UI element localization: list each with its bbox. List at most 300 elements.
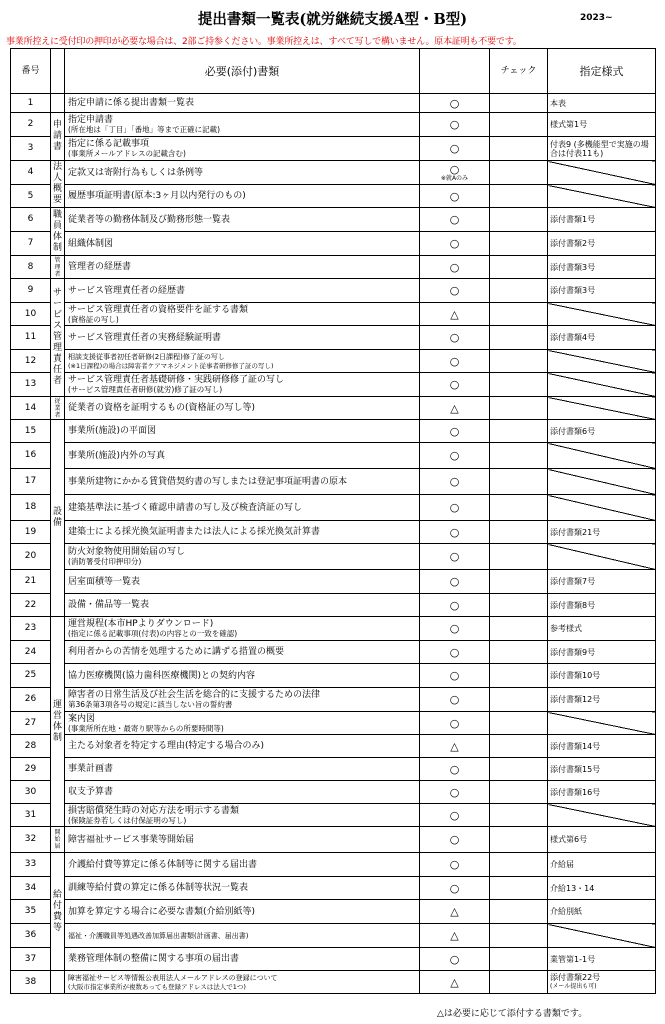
document-title: 福祉・介護職員等処遇改善加算届出書類(計画書、届出書) <box>68 931 249 940</box>
check-cell[interactable] <box>490 94 548 113</box>
document-name <box>65 804 420 827</box>
document-title: 防火対象物使用開始届の写し <box>68 547 186 557</box>
format-cell <box>548 758 656 781</box>
row-number: 6 <box>11 208 51 232</box>
check-cell[interactable] <box>490 758 548 781</box>
header-required-documents: 必要(添付)書類 <box>65 49 420 94</box>
check-cell[interactable] <box>490 877 548 900</box>
requirement-mark <box>420 373 490 397</box>
document-title: 指定に係る記載事項 <box>68 139 150 149</box>
check-cell[interactable] <box>490 303 548 326</box>
check-cell[interactable] <box>490 594 548 617</box>
row-number: 4 <box>11 161 51 185</box>
format-cell <box>548 924 656 948</box>
table-row <box>11 971 656 994</box>
check-cell[interactable] <box>490 712 548 735</box>
requirement-mark <box>420 161 490 185</box>
check-cell[interactable] <box>490 373 548 397</box>
footer-note: △は必要に応じて添付する書類です。 <box>437 1009 588 1019</box>
check-cell[interactable] <box>490 469 548 495</box>
row-number: 33 <box>11 853 51 877</box>
requirement-mark <box>420 827 490 853</box>
document-title: サービス管理責任者の実務経験証明書 <box>68 332 222 343</box>
document-title: 組織体制図 <box>68 238 114 249</box>
document-name <box>65 570 420 594</box>
check-cell[interactable] <box>490 617 548 641</box>
table-row <box>11 350 656 373</box>
format-cell <box>548 303 656 326</box>
format-label: 介給届 <box>550 860 574 869</box>
format-cell <box>548 877 656 900</box>
check-cell[interactable] <box>490 521 548 544</box>
document-name <box>65 113 420 137</box>
check-cell[interactable] <box>490 804 548 827</box>
format-label: 様式第1号 <box>550 120 588 129</box>
document-name <box>65 443 420 469</box>
row-number: 1 <box>11 94 51 113</box>
requirement-mark <box>420 617 490 641</box>
mark-symbol: ○ <box>449 331 460 344</box>
check-cell[interactable] <box>490 900 548 924</box>
document-name <box>65 877 420 900</box>
row-number: 25 <box>11 664 51 688</box>
group-label: 法人概要 <box>51 161 65 208</box>
document-name <box>65 521 420 544</box>
document-name <box>65 853 420 877</box>
check-cell[interactable] <box>490 641 548 664</box>
check-cell[interactable] <box>490 948 548 971</box>
check-cell[interactable] <box>490 185 548 208</box>
requirement-mark <box>420 185 490 208</box>
mark-symbol: ○ <box>449 162 460 176</box>
table-row <box>11 712 656 735</box>
mark-symbol: ○ <box>449 449 460 462</box>
row-number: 20 <box>11 544 51 570</box>
requirement-mark <box>420 420 490 443</box>
table-row <box>11 688 656 712</box>
header-group <box>51 49 65 94</box>
document-name <box>65 137 420 161</box>
group-label: 職員体制 <box>51 208 65 256</box>
table-row <box>11 469 656 495</box>
format-cell <box>548 137 656 161</box>
mark-symbol: ○ <box>449 952 460 966</box>
table-row <box>11 256 656 279</box>
table-row <box>11 924 656 948</box>
row-number: 17 <box>11 469 51 495</box>
mark-symbol: ○ <box>449 424 460 438</box>
format-cell <box>548 113 656 137</box>
row-number: 12 <box>11 350 51 373</box>
requirement-mark <box>420 397 490 420</box>
format-cell <box>548 397 656 420</box>
row-number: 30 <box>11 781 51 804</box>
table-row <box>11 420 656 443</box>
document-name <box>65 208 420 232</box>
row-number: 10 <box>11 303 51 326</box>
requirement-mark <box>420 853 490 877</box>
table-row <box>11 397 656 420</box>
mark-symbol: ○ <box>449 550 460 563</box>
table-row <box>11 161 656 185</box>
format-cell <box>548 971 656 994</box>
table-row <box>11 495 656 521</box>
mark-symbol: ○ <box>449 501 460 514</box>
row-number: 2 <box>11 113 51 137</box>
format-label: 添付書類14号 <box>550 741 601 751</box>
row-number: 32 <box>11 827 51 853</box>
format-cell <box>548 495 656 521</box>
row-number: 14 <box>11 397 51 420</box>
header-format: 指定様式 <box>548 49 656 94</box>
group-cell <box>51 94 65 113</box>
document-name <box>65 303 420 326</box>
row-number: 7 <box>11 232 51 256</box>
check-cell[interactable] <box>490 781 548 804</box>
document-title: 損害賠償発生時の対応方法を明示する書類 <box>68 805 240 816</box>
check-cell[interactable] <box>490 853 548 877</box>
requirement-mark <box>420 570 490 594</box>
format-label: 介給別紙 <box>550 907 582 916</box>
format-cell <box>548 521 656 544</box>
check-cell[interactable] <box>490 544 548 570</box>
mark-symbol: ○ <box>449 622 460 635</box>
table-row <box>11 735 656 758</box>
document-title: 収支予算書 <box>68 787 114 797</box>
mark-symbol: ○ <box>449 762 460 776</box>
check-cell[interactable] <box>490 208 548 232</box>
document-name <box>65 900 420 924</box>
format-label: 添付書類3号 <box>550 286 596 295</box>
mark-symbol: ○ <box>449 378 460 391</box>
document-name <box>65 827 420 853</box>
mark-symbol: ○ <box>449 693 460 706</box>
document-title: 事業所(施設)の平面図 <box>68 426 157 436</box>
document-title: 設備・備品等一覧表 <box>68 600 150 610</box>
document-subtitle: (大阪市指定事業所が複数あっても登録アドレスは法人で1つ) <box>68 982 246 991</box>
row-number: 21 <box>11 570 51 594</box>
format-cell <box>548 735 656 758</box>
format-cell <box>548 804 656 827</box>
document-subtitle: (※1日課程)の場合は障害者ケアマネジメント従事者研修修了証の写し) <box>68 361 274 370</box>
check-cell[interactable] <box>490 256 548 279</box>
format-cell <box>548 373 656 397</box>
table-row <box>11 443 656 469</box>
format-note: (メール提出も可) <box>550 983 597 990</box>
document-name <box>65 495 420 521</box>
documents-table <box>10 48 656 994</box>
document-title: 相談支援従事者初任者研修(2日課程)修了証の写し <box>68 352 225 361</box>
document-name <box>65 373 420 397</box>
format-cell <box>548 185 656 208</box>
document-title: 管理者の経歴書 <box>68 262 132 272</box>
table-row <box>11 570 656 594</box>
format-label: 添付書類15号 <box>550 764 601 774</box>
table-row <box>11 900 656 924</box>
format-label: 付表9 (多機能型で実施の場合は付表11も) <box>550 139 649 158</box>
mark-symbol: △ <box>450 905 459 918</box>
check-cell[interactable] <box>490 232 548 256</box>
document-title: 居室面積等一覧表 <box>68 576 141 587</box>
document-subtitle: (指定に係る記載事項(付表)の内容との一致を確認) <box>68 629 238 638</box>
table-row <box>11 617 656 641</box>
table-row <box>11 781 656 804</box>
requirement-mark <box>420 208 490 232</box>
table-row <box>11 853 656 877</box>
document-name <box>65 948 420 971</box>
table-row <box>11 664 656 688</box>
document-title: 事業所建物にかかる賃貸借契約書の写しまたは登記事項証明書の原本 <box>68 476 348 487</box>
group-label: サービス管理責任者 <box>51 279 65 397</box>
mark-symbol: ○ <box>449 96 460 110</box>
check-cell[interactable] <box>490 113 548 137</box>
row-number: 37 <box>11 948 51 971</box>
document-name <box>65 664 420 688</box>
check-cell[interactable] <box>490 326 548 350</box>
check-cell[interactable] <box>490 350 548 373</box>
document-title: 案内図 <box>68 713 96 724</box>
mark-note: ※就Aのみ <box>440 174 469 182</box>
check-cell[interactable] <box>490 397 548 420</box>
requirement-mark <box>420 113 490 137</box>
row-number: 38 <box>11 971 51 994</box>
mark-symbol: ○ <box>449 716 460 730</box>
document-name <box>65 94 420 113</box>
check-cell[interactable] <box>490 735 548 758</box>
mark-symbol: ○ <box>449 575 460 588</box>
format-label: 介給13・14 <box>550 883 595 893</box>
row-number: 23 <box>11 617 51 641</box>
format-cell <box>548 161 656 185</box>
table-row <box>11 185 656 208</box>
document-title: 主たる対象者を特定する理由(特定する場合のみ) <box>68 741 265 751</box>
format-cell <box>548 948 656 971</box>
document-name <box>65 350 420 373</box>
document-subtitle: (事業所所在地・最寄り駅等からの所要時間等) <box>68 723 224 733</box>
document-title: 従業者の資格を証明するもの(資格証の写し等) <box>68 403 256 413</box>
mark-symbol: ○ <box>449 858 460 871</box>
row-number: 19 <box>11 521 51 544</box>
check-cell[interactable] <box>490 161 548 185</box>
requirement-mark <box>420 521 490 544</box>
group-label: 運営体制 <box>51 617 65 827</box>
row-number: 16 <box>11 443 51 469</box>
requirement-mark <box>420 735 490 758</box>
row-number: 22 <box>11 594 51 617</box>
mark-symbol: ○ <box>449 785 460 799</box>
document-name <box>65 924 420 948</box>
mark-symbol: ○ <box>449 142 460 155</box>
check-cell[interactable] <box>490 827 548 853</box>
row-number: 34 <box>11 877 51 900</box>
document-title: サービス管理責任者の資格要件を証する書類 <box>68 304 249 315</box>
format-cell <box>548 617 656 641</box>
document-title: 事業所(施設)内外の写真 <box>68 450 166 461</box>
group-label: 管理者 <box>51 256 65 279</box>
mark-symbol: ○ <box>449 598 460 612</box>
mark-symbol: △ <box>450 929 459 942</box>
format-label: 添付書類8号 <box>550 600 596 610</box>
document-subtitle: (資格証の写し) <box>68 314 119 324</box>
format-cell <box>548 900 656 924</box>
mark-symbol: ○ <box>449 645 460 659</box>
header-mark <box>420 49 490 94</box>
requirement-mark <box>420 688 490 712</box>
table-row <box>11 137 656 161</box>
format-cell <box>548 688 656 712</box>
document-name <box>65 326 420 350</box>
table-row <box>11 303 656 326</box>
format-label: 添付書類21号 <box>550 527 601 537</box>
document-name <box>65 758 420 781</box>
format-cell <box>548 443 656 469</box>
document-name <box>65 971 420 994</box>
check-cell[interactable] <box>490 495 548 521</box>
document-title: サービス管理責任者基礎研修・実践研修修了証の写し <box>68 375 285 385</box>
format-label: 添付書類12号 <box>550 695 601 704</box>
requirement-mark <box>420 544 490 570</box>
check-cell[interactable] <box>490 688 548 712</box>
format-cell <box>548 469 656 495</box>
requirement-mark <box>420 924 490 948</box>
mark-symbol: ○ <box>449 189 460 203</box>
mark-symbol: ○ <box>449 808 460 822</box>
row-number: 9 <box>11 279 51 303</box>
group-label: 開始届 <box>51 827 65 853</box>
check-cell[interactable] <box>490 137 548 161</box>
document-subtitle: (保険証券若しくは付保証明の写し) <box>68 815 187 825</box>
requirement-mark <box>420 641 490 664</box>
document-subtitle: (所在地は「丁目」「番地」等まで正確に記載) <box>68 125 221 134</box>
requirement-mark <box>420 758 490 781</box>
row-number: 11 <box>11 326 51 350</box>
document-name <box>65 420 420 443</box>
table-row <box>11 948 656 971</box>
table-row <box>11 804 656 827</box>
requirement-mark <box>420 469 490 495</box>
check-cell[interactable] <box>490 664 548 688</box>
row-number: 36 <box>11 924 51 948</box>
document-title: 指定申請に係る提出書類一覧表 <box>68 98 195 108</box>
check-cell[interactable] <box>490 420 548 443</box>
row-number: 28 <box>11 735 51 758</box>
format-cell <box>548 326 656 350</box>
document-name <box>65 256 420 279</box>
format-label: 参考様式 <box>550 624 582 633</box>
document-title: 建築基準法に基づく確認申請書の写し及び検査済証の写し <box>68 502 303 513</box>
format-cell <box>548 641 656 664</box>
group-label: 申請書 <box>51 113 65 161</box>
document-name <box>65 688 420 712</box>
document-name <box>65 544 420 570</box>
format-cell <box>548 853 656 877</box>
mark-symbol: ○ <box>449 475 460 488</box>
format-label: 添付書類6号 <box>550 426 596 436</box>
check-cell[interactable] <box>490 570 548 594</box>
table-row <box>11 232 656 256</box>
notice-text: 事業所控えに受付印の押印が必要な場合は、2部ご持参ください。事業所控えは、すべて写しで構いません。原本証明も不要です。 <box>6 37 522 47</box>
document-subtitle: (サービス管理責任者研修(就労)修了証の写し) <box>68 385 223 394</box>
format-cell <box>548 570 656 594</box>
requirement-mark <box>420 443 490 469</box>
group-label: 給付費等 <box>51 853 65 971</box>
format-cell <box>548 350 656 373</box>
mark-symbol: ○ <box>449 881 460 895</box>
row-number: 8 <box>11 256 51 279</box>
document-title: 事業計画書 <box>68 764 114 774</box>
document-title: 履歴事項証明書(原本:3ヶ月以内発行のもの) <box>68 191 246 201</box>
row-number: 29 <box>11 758 51 781</box>
document-title: 定款又は寄附行為もしくは条例等 <box>68 167 204 178</box>
document-title: 建築士による採光換気証明書または法人による採光換気計算書 <box>68 527 321 537</box>
format-label: 添付書類4号 <box>550 333 596 342</box>
requirement-mark <box>420 664 490 688</box>
format-cell <box>548 781 656 804</box>
check-cell[interactable] <box>490 279 548 303</box>
mark-symbol: ○ <box>449 118 460 131</box>
row-number: 3 <box>11 137 51 161</box>
document-name <box>65 397 420 420</box>
requirement-mark <box>420 877 490 900</box>
table-row <box>11 641 656 664</box>
header-number: 番号 <box>11 49 51 94</box>
row-number: 31 <box>11 804 51 827</box>
format-label: 業管第1-1号 <box>550 954 596 964</box>
format-label: 添付書類9号 <box>550 647 596 657</box>
page-title: 提出書類一覧表(就労継続支援A型・B型) <box>197 11 468 28</box>
row-number: 5 <box>11 185 51 208</box>
format-label: 様式第6号 <box>550 835 588 844</box>
requirement-mark <box>420 303 490 326</box>
mark-symbol: ○ <box>449 237 460 250</box>
requirement-mark <box>420 350 490 373</box>
format-cell <box>548 712 656 735</box>
document-name <box>65 735 420 758</box>
mark-symbol: △ <box>450 739 459 753</box>
document-title: 利用者からの苦情を処理するために講ずる措置の概要 <box>68 647 285 657</box>
format-cell <box>548 827 656 853</box>
document-title: 指定申請書 <box>68 115 114 125</box>
document-title: 障害福祉サービス事業等開始届 <box>68 834 195 845</box>
table-row <box>11 94 656 113</box>
document-name <box>65 232 420 256</box>
mark-symbol: △ <box>450 975 459 989</box>
document-subtitle: (事業所メールアドレスの記載含む) <box>68 149 186 158</box>
document-name <box>65 594 420 617</box>
mark-symbol: ○ <box>449 213 460 226</box>
table-row <box>11 373 656 397</box>
mark-symbol: ○ <box>449 669 460 682</box>
requirement-mark <box>420 900 490 924</box>
mark-symbol: ○ <box>449 525 460 539</box>
check-cell[interactable] <box>490 924 548 948</box>
format-label: 添付書類2号 <box>550 239 596 248</box>
row-number: 18 <box>11 495 51 521</box>
document-subtitle: 第36条第3項各号の規定に該当しない旨の誓約書 <box>68 700 233 709</box>
table-row <box>11 544 656 570</box>
check-cell[interactable] <box>490 443 548 469</box>
document-name <box>65 161 420 185</box>
table-row <box>11 594 656 617</box>
requirement-mark <box>420 948 490 971</box>
table-row <box>11 208 656 232</box>
check-cell[interactable] <box>490 971 548 994</box>
format-cell <box>548 232 656 256</box>
mark-symbol: ○ <box>449 833 460 846</box>
group-cell <box>51 971 65 994</box>
document-title: 障害福祉サービス等情報公表用法人メールアドレスの登録について <box>68 973 278 982</box>
format-label: 添付書類10号 <box>550 671 601 680</box>
